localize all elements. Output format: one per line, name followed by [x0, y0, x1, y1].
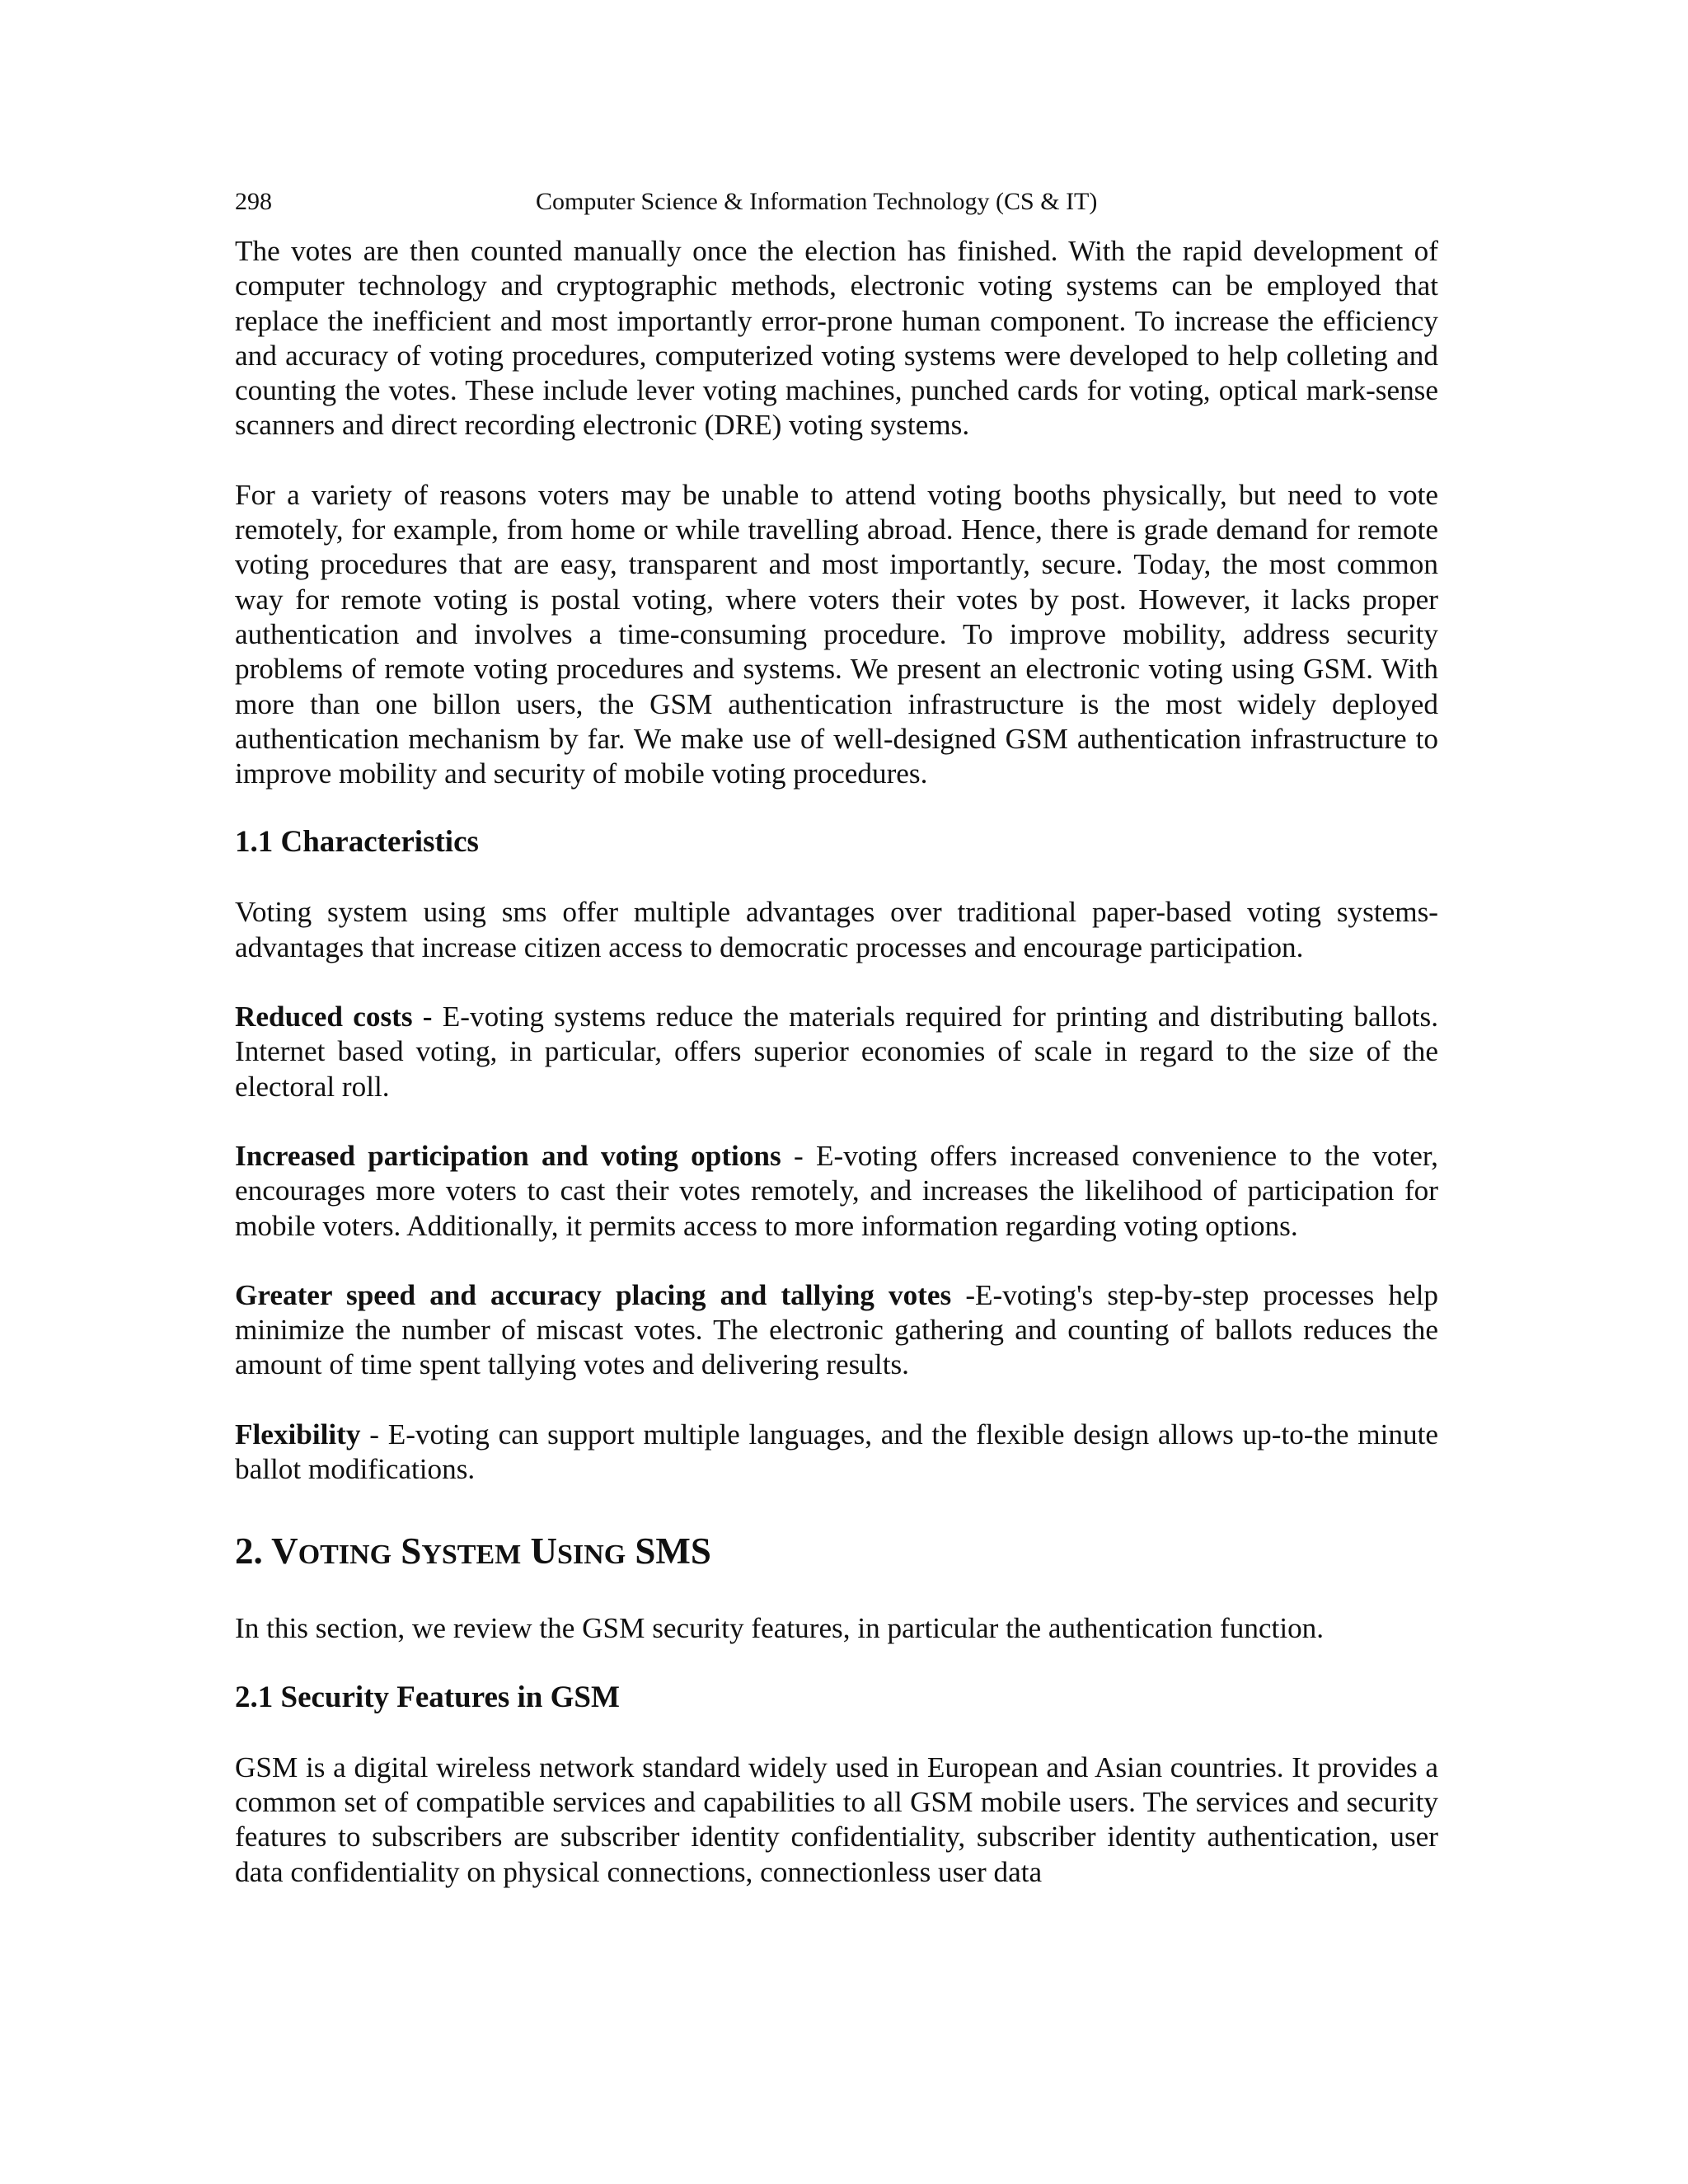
characteristic-item — [235, 1278, 1438, 1383]
gsm-security-paragraph: GSM is a digital wireless network standard widely used in European and Asian countries. It provides a common set of compatible services and capabilities to all GSM mobile users. The services and security features to subscribers are subscriber identity confidentiality, subscriber identity authentication, user data confidentiality on physical connections, connectionless user data — [235, 1750, 1438, 1888]
characteristic-term: Greater speed and accuracy placing and tallying votes — [235, 1278, 952, 1311]
characteristic-term: Flexibility — [235, 1418, 361, 1451]
paragraph-intro-1: The votes are then counted manually once the election has finished. With the rapid development of computer technology and cryptographic methods, electronic voting systems can be employed that replace the inefficient and most importantly error-prone human component. To increase the efficiency and accuracy of voting procedures, computerized voting systems were developed to help colleting and counting the votes. These include lever voting machines, punched cards for voting, optical mark-sense scanners and direct recording electronic (DRE) voting systems. — [235, 235, 1438, 442]
characteristic-text: E-voting systems reduce the materials required for printing and distributing ballots. Internet based voting, in particular, offers superior economies of scale in regard to the size of the electoral roll. — [235, 1001, 1438, 1103]
characteristic-text: -E-voting's step-by-step processes help minimize the number of miscast votes. The electronic gathering and counting of ballots reduces the amount of time spent tallying votes and delivering results. — [235, 1278, 1438, 1381]
characteristic-term: Reduced costs - — [235, 1001, 433, 1033]
section-2-intro: In this section, we review the GSM security features, in particular the authentication function. — [235, 1612, 1325, 1645]
characteristic-item — [235, 1418, 1438, 1488]
characteristic-item — [235, 1000, 1438, 1104]
running-header — [235, 186, 1438, 218]
section-heading-2-1: 2.1 Security Features in GSM — [235, 1680, 620, 1714]
section-heading-1-1: 1.1 Characteristics — [235, 825, 479, 860]
characteristic-term: Increased participation and voting options — [235, 1139, 781, 1172]
characteristics-intro: Voting system using sms offer multiple advantages over traditional paper-based voting systems-advantages that increase citizen access to democratic processes and encourage participation. — [235, 896, 1438, 963]
characteristic-text: - E-voting offers increased convenience to the voter, encourages more voters to cast their votes remotely, and increases the likelihood of participation for mobile voters. Additionally, it permits access to more information regarding voting options. — [235, 1139, 1438, 1242]
paragraph-intro-2: For a variety of reasons voters may be unable to attend voting booths physically, but need to vote remotely, for example, from home or while travelling abroad. Hence, there is grade demand for remote voting procedures that are easy, transparent and most importantly, secure. Today, the most common way for remote voting is postal voting, where voters their votes by post. However, it lacks proper authentication and involves a time-consuming procedure. To improve mobility, address security problems of remote voting procedures and systems. We present an electronic voting using GSM. With more than one billon users, the GSM authentication infrastructure is the most widely deployed authentication mechanism by far. We make use of well-designed GSM authentication infrastructure to improve mobility and security of mobile voting procedures. — [235, 478, 1438, 790]
page — [235, 186, 1438, 1890]
journal-title: Computer Science & Information Technology (CS & IT) — [536, 188, 1098, 215]
page-number: 298 — [235, 188, 272, 215]
section-heading-2: 2. VOTING SYSTEM USING SMS — [235, 1530, 711, 1572]
characteristic-text: - E-voting can support multiple languages, and the flexible design allows up-to-the minute ballot modifications. — [235, 1418, 1438, 1486]
characteristic-item — [235, 1139, 1438, 1244]
